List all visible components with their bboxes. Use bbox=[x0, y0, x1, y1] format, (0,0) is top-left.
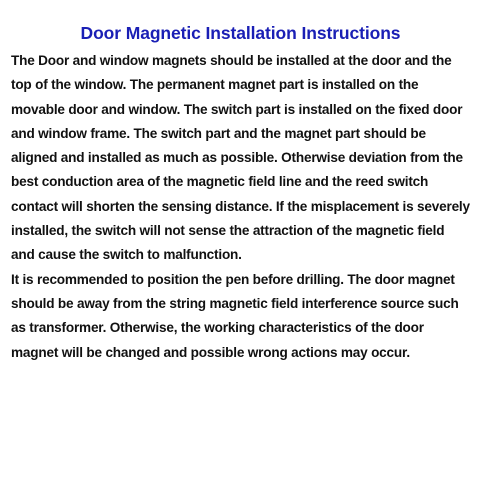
installation-paragraph: The Door and window magnets should be installed at the door and the top of the window. The permanent magnet part is installed on the movable door and window. The switch part is installed on the fixed door and window frame. The switch part and the magnet part should be aligned and installed as much as possible. Otherwise deviation from the best conduction area of the magnetic field line and the reed switch contact will shorten the sensing distance. If the misplacement is severely installed, the switch will not sense the attraction of the magnetic field and cause the switch to malfunction. bbox=[11, 53, 470, 263]
recommendation-paragraph: It is recommended to position the pen before drilling. The door magnet should be away from the string magnetic field interference source such as transformer. Otherwise, the working characteristics of the door magnet will be changed and possible wrong actions may occur. bbox=[11, 271, 459, 360]
page-title: Door Magnetic Installation Instructions bbox=[80, 23, 401, 43]
